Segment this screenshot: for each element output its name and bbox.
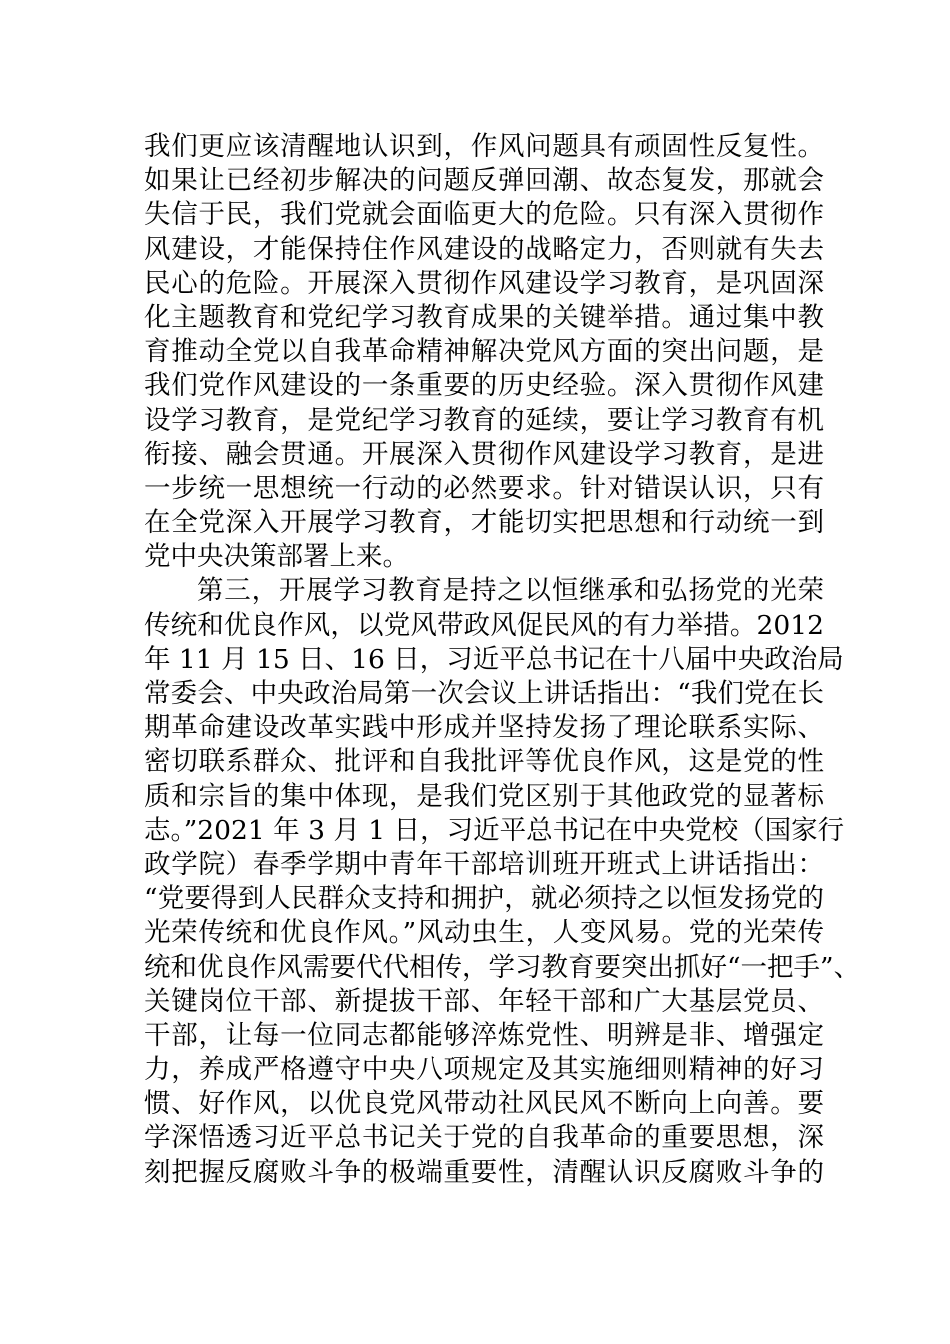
text-line: 力，养成严格遵守中央八项规定及其实施细则精神的好习: [144, 1054, 824, 1086]
paragraph-work-style-persistence: [144, 130, 824, 574]
text-line: 刻把握反腐败斗争的极端重要性，清醒认识反腐败斗争的: [144, 1156, 824, 1188]
text-line: 惯、好作风，以优良党风带动社风民风不断向上向善。要: [144, 1088, 824, 1120]
text-line: 设学习教育，是党纪学习教育的延续，要让学习教育有机: [144, 404, 824, 436]
text-line: 志。”2021 年 3 月 1 日，习近平总书记在中央党校（国家行: [144, 814, 845, 846]
text-line: 期革命建设改革实践中形成并坚持发扬了理论联系实际、: [144, 712, 824, 744]
text-line: 常委会、中央政治局第一次会议上讲话指出：“我们党在长: [144, 678, 824, 709]
text-line: 风建设，才能保持住作风建设的战略定力，否则就有失去: [144, 233, 824, 265]
text-line: 第三，开展学习教育是持之以恒继承和弘扬党的光荣: [197, 575, 824, 607]
text-line: 育推动全党以自我革命精神解决党风方面的突出问题，是: [144, 336, 824, 368]
text-line: 民心的危险。开展深入贯彻作风建设学习教育，是巩固深: [144, 267, 824, 299]
text-line: 密切联系群众、批评和自我批评等优良作风，这是党的性: [144, 746, 824, 778]
text-line: 光荣传统和优良作风。”风动虫生，人变风易。党的光荣传: [144, 917, 824, 949]
text-line: 学深悟透习近平总书记关于党的自我革命的重要思想，深: [144, 1122, 824, 1154]
text-line: 传统和优良作风，以党风带政风促民风的有力举措。2012: [144, 609, 824, 641]
text-line: 关键岗位干部、新提拔干部、年轻干部和广大基层党员、: [144, 985, 824, 1017]
text-line: 干部，让每一位同志都能够淬炼党性、明辨是非、增强定: [144, 1019, 824, 1051]
text-line: 化主题教育和党纪学习教育成果的关键举措。通过集中教: [144, 301, 824, 333]
text-line: 我们党作风建设的一条重要的历史经验。深入贯彻作风建: [144, 370, 824, 402]
text-line: 统和优良作风需要代代相传，学习教育要突出抓好“一把手”、: [144, 951, 861, 983]
text-line: “党要得到人民群众支持和拥护，就必须持之以恒发扬党的: [144, 883, 824, 915]
text-line: 年 11 月 15 日、16 日，习近平总书记在十八届中央政治局: [144, 643, 844, 675]
text-line: 政学院）春季学期中青年干部培训班开班式上讲话指出：: [144, 848, 824, 880]
text-line: 一步统一思想统一行动的必然要求。针对错误认识，只有: [144, 472, 824, 504]
text-line: 失信于民，我们党就会面临更大的危险。只有深入贯彻作: [144, 199, 824, 231]
paragraph-third-point: [144, 574, 861, 1189]
text-line: 衔接、融会贯通。开展深入贯彻作风建设学习教育，是进: [144, 438, 824, 470]
document-body: [144, 130, 861, 1190]
text-line: 如果让已经初步解决的问题反弹回潮、故态复发，那就会: [144, 165, 824, 197]
text-line: 质和宗旨的集中体现，是我们党区别于其他政党的显著标: [144, 780, 824, 812]
text-line: 党中央决策部署上来。: [144, 541, 409, 573]
text-line: 我们更应该清醒地认识到，作风问题具有顽固性反复性。: [144, 131, 824, 162]
text-line: 在全党深入开展学习教育，才能切实把思想和行动统一到: [144, 507, 824, 539]
